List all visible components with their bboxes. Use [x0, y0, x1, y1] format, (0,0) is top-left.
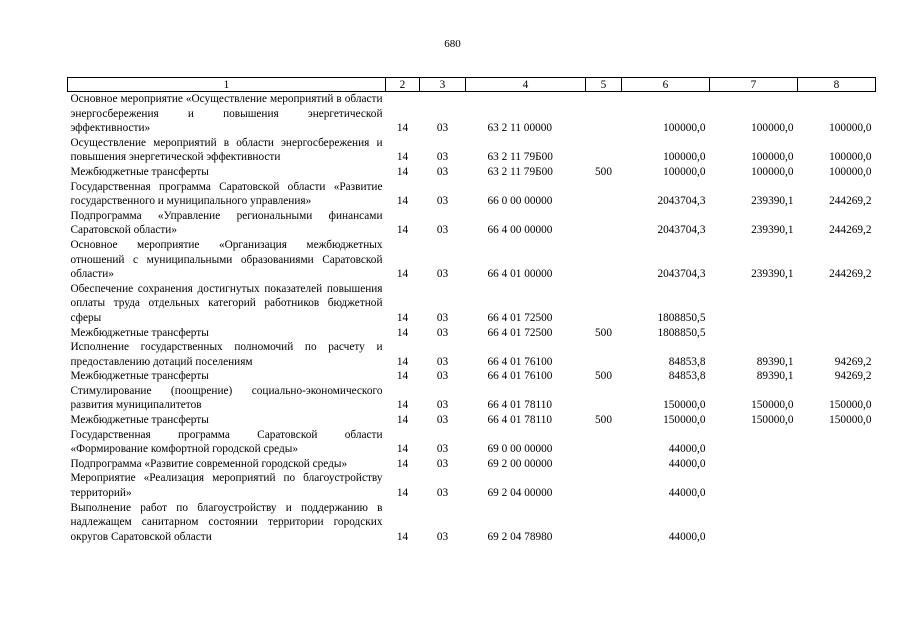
target-article-code: 69 0 00 00000	[487, 443, 553, 456]
table-row	[68, 457, 876, 472]
amount-col-6: 150000,0	[663, 399, 706, 412]
section-code: 14	[396, 414, 409, 427]
amount-col-8: 100000,0	[829, 122, 872, 135]
budget-item-name: Подпрограмма «Управление региональными финансами Саратовской области»	[70, 209, 383, 237]
amount-col-7: 100000,0	[751, 122, 794, 135]
section-code: 14	[396, 122, 409, 135]
subsection-code: 03	[436, 355, 449, 368]
subsection-code: 03	[436, 122, 449, 135]
subsection-code: 03	[436, 311, 449, 324]
amount-col-8: 244269,2	[829, 195, 872, 208]
table-row	[68, 471, 876, 500]
amount-col-8	[798, 471, 876, 500]
subsection-code: 03	[436, 268, 449, 281]
section-code: 14	[396, 195, 409, 208]
expense-type-code: 500	[595, 165, 612, 178]
amount-col-8: 244269,2	[829, 224, 872, 237]
amount-col-6: 44000,0	[668, 487, 706, 500]
budget-table	[67, 77, 876, 544]
section-code: 14	[396, 370, 409, 383]
table-row	[68, 369, 876, 384]
amount-col-8: 150000,0	[829, 399, 872, 412]
amount-col-6: 150000,0	[663, 414, 706, 427]
amount-col-6: 2043704,3	[657, 195, 706, 208]
amount-col-7	[710, 457, 798, 472]
expense-type-code	[586, 180, 622, 209]
target-article-code: 66 4 01 76100	[487, 355, 553, 368]
budget-item-name: Основное мероприятие «Осуществление мероприятий в области энергосбережения и повышения энергетической эффективности»	[70, 93, 383, 135]
subsection-code: 03	[436, 370, 449, 383]
amount-col-8	[798, 326, 876, 341]
header-cell: 6	[622, 78, 710, 92]
amount-col-6: 44000,0	[668, 457, 706, 470]
amount-col-8: 150000,0	[829, 414, 872, 427]
expense-type-code	[586, 428, 622, 457]
amount-col-7: 239390,1	[751, 195, 794, 208]
amount-col-7	[710, 282, 798, 326]
budget-item-name: Обеспечение сохранения достигнутых показателей повышения оплаты труда отдельных категорий работников бюджетной сферы	[70, 282, 383, 324]
amount-col-6: 44000,0	[668, 443, 706, 456]
expense-type-code	[586, 501, 622, 545]
amount-col-7	[710, 471, 798, 500]
target-article-code: 66 4 01 78110	[487, 399, 553, 412]
header-cell: 2	[386, 78, 420, 92]
amount-col-6: 1808850,5	[657, 326, 706, 339]
amount-col-7: 89390,1	[756, 370, 794, 383]
table-row	[68, 326, 876, 341]
target-article-code: 63 2 11 79Б00	[487, 165, 553, 178]
subsection-code: 03	[436, 165, 449, 178]
expense-type-code: 500	[595, 370, 612, 383]
table-row	[68, 136, 876, 165]
expense-type-code	[586, 340, 622, 369]
expense-type-code	[586, 384, 622, 413]
table-row	[68, 340, 876, 369]
expense-type-code	[586, 282, 622, 326]
section-code: 14	[396, 399, 409, 412]
table-row	[68, 180, 876, 209]
budget-item-name: Выполнение работ по благоустройству и поддержанию в надлежащем санитарном состоянии территории городских округов Саратовской области	[70, 501, 383, 543]
expense-type-code	[586, 457, 622, 472]
section-code: 14	[396, 311, 409, 324]
amount-col-7: 100000,0	[751, 151, 794, 164]
table-row	[68, 501, 876, 545]
header-cell: 8	[798, 78, 876, 92]
subsection-code: 03	[436, 457, 449, 470]
amount-col-6: 1808850,5	[657, 311, 706, 324]
expense-type-code	[586, 136, 622, 165]
target-article-code: 63 2 11 00000	[487, 122, 553, 135]
amount-col-6: 100000,0	[663, 151, 706, 164]
target-article-code: 66 4 01 00000	[487, 268, 553, 281]
subsection-code: 03	[436, 326, 449, 339]
table-body	[68, 92, 876, 545]
budget-item-name: Исполнение государственных полномочий по расчету и предоставлению дотаций поселениям	[70, 341, 383, 368]
target-article-code: 69 2 00 00000	[487, 457, 553, 470]
amount-col-8	[798, 428, 876, 457]
expense-type-code	[586, 238, 622, 282]
budget-item-name: Государственная программа Саратовской области «Формирование комфортной городской среды»	[70, 428, 383, 456]
budget-item-name: Межбюджетные трансферты	[70, 370, 209, 383]
section-code: 14	[396, 487, 409, 500]
budget-item-name: Мероприятие «Реализация мероприятий по благоустройству территорий»	[70, 472, 383, 500]
header-cell: 5	[586, 78, 622, 92]
header-cell: 4	[466, 78, 586, 92]
section-code: 14	[396, 457, 409, 470]
target-article-code: 66 4 01 76100	[487, 370, 553, 383]
header-cell: 3	[420, 78, 466, 92]
amount-col-6: 44000,0	[668, 530, 706, 543]
amount-col-8	[798, 457, 876, 472]
amount-col-7: 239390,1	[751, 224, 794, 237]
amount-col-8	[798, 501, 876, 545]
amount-col-7	[710, 326, 798, 341]
amount-col-6: 100000,0	[663, 122, 706, 135]
target-article-code: 66 4 01 78110	[487, 414, 553, 427]
table-row	[68, 165, 876, 180]
expense-type-code	[586, 471, 622, 500]
target-article-code: 66 0 00 00000	[487, 195, 553, 208]
subsection-code: 03	[436, 224, 449, 237]
target-article-code: 69 2 04 78980	[487, 530, 553, 543]
budget-item-name: Основное мероприятие «Организация межбюджетных отношений с муниципальными образованиями Саратовской области»	[70, 238, 383, 281]
expense-type-code	[586, 92, 622, 136]
amount-col-7: 150000,0	[751, 399, 794, 412]
table-row	[68, 428, 876, 457]
table-header	[68, 78, 876, 92]
subsection-code: 03	[436, 414, 449, 427]
budget-item-name: Государственная программа Саратовской области «Развитие государственного и муниципального управления»	[70, 180, 383, 208]
subsection-code: 03	[436, 399, 449, 412]
section-code: 14	[396, 268, 409, 281]
amount-col-8: 100000,0	[829, 151, 872, 164]
table-row	[68, 238, 876, 282]
section-code: 14	[396, 355, 409, 368]
amount-col-8	[798, 282, 876, 326]
amount-col-8: 94269,2	[834, 355, 872, 368]
target-article-code: 69 2 04 00000	[487, 487, 553, 500]
section-code: 14	[396, 326, 409, 339]
section-code: 14	[396, 443, 409, 456]
budget-item-name: Осуществление мероприятий в области энергосбережения и повышения энергетической эффективности	[70, 136, 383, 164]
amount-col-8: 244269,2	[829, 268, 872, 281]
amount-col-7	[710, 501, 798, 545]
subsection-code: 03	[436, 151, 449, 164]
table-row	[68, 92, 876, 136]
budget-item-name: Подпрограмма «Развитие современной городской среды»	[70, 457, 348, 470]
header-row	[68, 78, 876, 92]
amount-col-7	[710, 428, 798, 457]
section-code: 14	[396, 165, 409, 178]
budget-item-name: Межбюджетные трансферты	[70, 414, 209, 427]
amount-col-7: 239390,1	[751, 268, 794, 281]
amount-col-7: 150000,0	[751, 414, 794, 427]
subsection-code: 03	[436, 443, 449, 456]
section-code: 14	[396, 151, 409, 164]
amount-col-6: 84853,8	[668, 370, 706, 383]
table-row	[68, 413, 876, 428]
table-row	[68, 282, 876, 326]
amount-col-7: 89390,1	[756, 355, 794, 368]
target-article-code: 66 4 00 00000	[487, 224, 553, 237]
amount-col-8: 94269,2	[834, 370, 872, 383]
page-number: 680	[444, 38, 461, 50]
budget-item-name: Стимулирование (поощрение) социально-экономического развития муниципалитетов	[70, 384, 383, 412]
subsection-code: 03	[436, 530, 449, 543]
expense-type-code: 500	[595, 326, 612, 339]
header-cell: 1	[68, 78, 386, 92]
section-code: 14	[396, 530, 409, 543]
table-row	[68, 384, 876, 413]
target-article-code: 66 4 01 72500	[487, 326, 553, 339]
header-cell: 7	[710, 78, 798, 92]
amount-col-6: 2043704,3	[657, 268, 706, 281]
subsection-code: 03	[436, 195, 449, 208]
amount-col-6: 2043704,3	[657, 224, 706, 237]
amount-col-6: 100000,0	[663, 165, 706, 178]
subsection-code: 03	[436, 487, 449, 500]
target-article-code: 63 2 11 79Б00	[487, 151, 553, 164]
amount-col-6: 84853,8	[668, 355, 706, 368]
budget-item-name: Межбюджетные трансферты	[70, 326, 209, 339]
budget-item-name: Межбюджетные трансферты	[70, 165, 209, 178]
expense-type-code: 500	[595, 414, 612, 427]
section-code: 14	[396, 224, 409, 237]
amount-col-7: 100000,0	[751, 165, 794, 178]
amount-col-8: 100000,0	[829, 165, 872, 178]
table-row	[68, 209, 876, 238]
target-article-code: 66 4 01 72500	[487, 311, 553, 324]
expense-type-code	[586, 209, 622, 238]
